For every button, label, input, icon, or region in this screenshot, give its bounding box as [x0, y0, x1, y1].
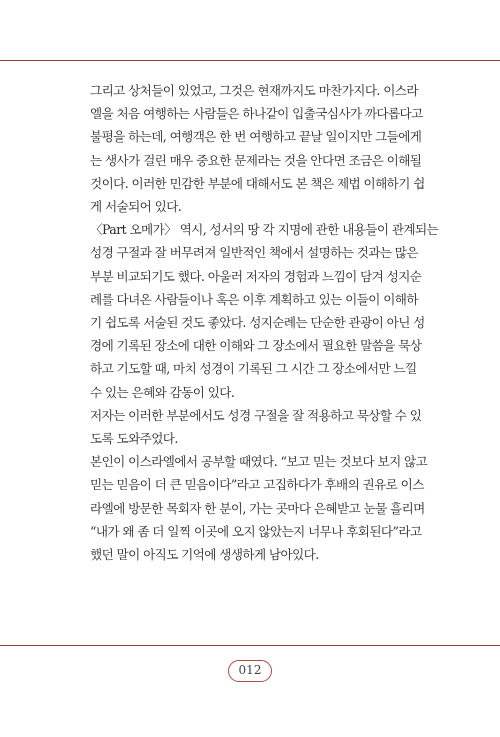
top-rule	[0, 60, 500, 61]
text-line: 는 생사가 걸린 매우 중요한 문제라는 것을 안다면 조금은 이해될	[90, 152, 422, 168]
text-line: 그리고 상처들이 있었고, 그것은 현재까지도 마찬가지다. 이스라	[90, 83, 418, 98]
paragraph-4	[90, 450, 428, 566]
paragraph-1	[90, 79, 425, 218]
text-line: 경에 기록된 장소에 대한 이해와 그 장소에서 필요한 말씀을 묵상	[90, 338, 422, 354]
text-line: 했던 말이 아직도 기억에 생생하게 남아있다.	[90, 547, 319, 563]
text-line: 엘을 처음 여행하는 사람들은 하나같이 입출국심사가 까다롭다고	[90, 106, 423, 122]
text-line: 것이다. 이러한 민감한 부분에 대해서도 본 책은 제법 이해하기 쉽	[90, 175, 425, 191]
text-line: 〈Part 오메가〉 역시, 성서의 땅 각 지명에 관한 내용들이 관계되는	[90, 222, 439, 238]
text-line: 본인이 이스라엘에서 공부할 때였다. “보고 믿는 것보다 보지 않고	[90, 454, 428, 470]
text-line: 믿는 믿음이 더 큰 믿음이다”라고 고집하다가 후배의 권유로 이스	[90, 477, 424, 493]
text-line: 도록 도와주었다.	[90, 431, 178, 447]
text-line: 게 서술되어 있다.	[90, 199, 182, 215]
text-line: 불평을 하는데, 여행객은 한 번 여행하고 끝날 일이지만 그들에게	[90, 129, 422, 145]
text-line: 기 쉽도록 서술된 것도 좋았다. 성지순례는 단순한 관광이 아닌 성	[90, 315, 425, 331]
bottom-rule	[0, 645, 500, 646]
text-line: 저자는 이러한 부분에서도 성경 구절을 잘 적용하고 묵상할 수 있	[90, 407, 422, 423]
body-text	[90, 79, 439, 566]
paragraph-2	[90, 218, 439, 404]
text-line: 성경 구절과 잘 버무려져 일반적인 책에서 설명하는 것과는 많은	[90, 245, 418, 261]
text-line: 수 있는 은혜와 감동이 있다.	[90, 384, 235, 400]
page-footer	[0, 660, 500, 682]
text-line: 하고 기도할 때, 마치 성경이 기록된 그 시간 그 장소에서만 느낄	[90, 361, 417, 377]
text-line: 례를 다녀온 사람들이나 혹은 이후 계획하고 있는 이들이 이해하	[90, 291, 418, 307]
text-line: “내가 왜 좀 더 일찍 이곳에 오지 않았는지 너무나 후회된다”라고	[90, 523, 422, 539]
text-line: 라엘에 방문한 목회자 한 분이, 가는 곳마다 은혜받고 눈물 흘리며	[90, 500, 425, 516]
page-number: 012	[228, 660, 272, 682]
text-line: 부분 비교되기도 했다. 아울러 저자의 경험과 느낌이 담겨 성지순	[90, 268, 422, 284]
paragraph-3	[90, 404, 422, 450]
